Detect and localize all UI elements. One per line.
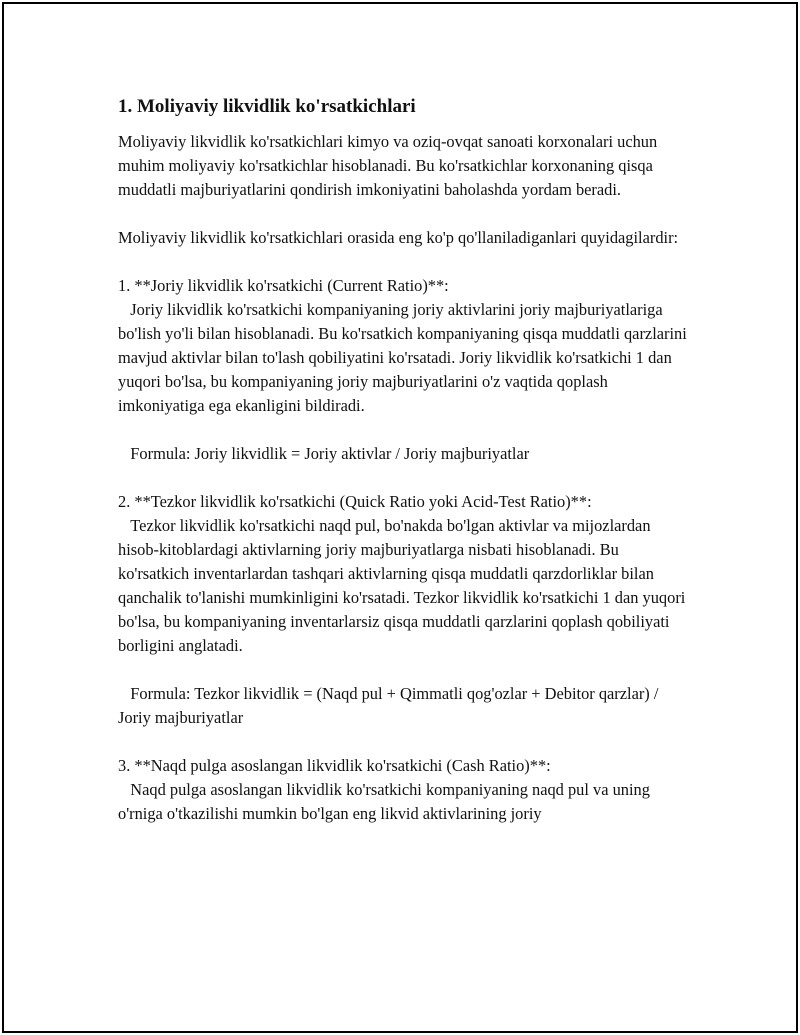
list-item-formula: Formula: Joriy likvidlik = Joriy aktivlar / Joriy majburiyatlar: [118, 444, 530, 463]
paragraph-gap: [118, 418, 688, 442]
list-item-body: Naqd pulga asoslangan likvidlik ko'rsatkichi kompaniyaning naqd pul va uning o'rniga o'tkazilishi mumkin bo'lgan eng likvid aktivlarining joriy: [118, 780, 655, 823]
intro-paragraph: Moliyaviy likvidlik ko'rsatkichlari kimyo va oziq-ovqat sanoati korxonalari uchun muhim moliyaviy ko'rsatkichlar hisoblanadi. Bu ko'rsatkichlar korxonaning qisqa muddatli majburiyatlarini qondirish imkoniyatini baholashda yordam beradi.: [118, 132, 662, 199]
paragraph-gap: [118, 202, 688, 226]
document-body: [118, 94, 691, 826]
list-item: [118, 274, 691, 466]
list-item-title: 1. **Joriy likvidlik ko'rsatkichi (Current Ratio)**:: [118, 276, 449, 295]
list-item: [118, 754, 688, 826]
list-item-body: Joriy likvidlik ko'rsatkichi kompaniyaning joriy aktivlarini joriy majburiyatlariga bo'lish yo'li bilan hisoblanadi. Bu ko'rsatkich kompaniyaning qisqa muddatli qarzlarini mavjud aktivlar bilan to'lash qobiliyatini ko'rsatadi. Joriy likvidlik ko'rsatkichi 1 dan yuqori bo'lsa, bu kompaniyaning joriy majburiyatlarini o'z vaqtida qoplash imkoniyatiga ega ekanligini bildiradi.: [118, 300, 691, 415]
list-item: [118, 490, 688, 730]
paragraph-gap: [118, 250, 688, 274]
list-item-title: 2. **Tezkor likvidlik ko'rsatkichi (Quick Ratio yoki Acid-Test Ratio)**:: [118, 492, 592, 511]
section-heading: 1. Moliyaviy likvidlik ko'rsatkichlari: [118, 96, 416, 117]
paragraph-gap: [118, 730, 688, 754]
list-intro-paragraph: Moliyaviy likvidlik ko'rsatkichlari orasida eng ko'p qo'llaniladiganlari quyidagilardir:: [118, 228, 679, 247]
list-item-formula: Formula: Tezkor likvidlik = (Naqd pul + Qimmatli qog'ozlar + Debitor qarzlar) / Joriy majburiyatlar: [118, 684, 663, 727]
paragraph-gap: [118, 658, 688, 682]
list-item-body: Tezkor likvidlik ko'rsatkichi naqd pul, bo'nakda bo'lgan aktivlar va mijozlardan hisob-kitoblardagi aktivlarning joriy majburiyatlarga nisbati hisoblanadi. Bu ko'rsatkich inventarlardan tashqari aktivlarning qisqa muddatli qarzdorliklar bilan qanchalik to'lanishi mumkinligini ko'rsatadi. Tezkor likvidlik ko'rsatkichi 1 dan yuqori bo'lsa, bu kompaniyaning inventarlarsiz qisqa muddatli qarzlarini qoplash qobiliyati borligini anglatadi.: [118, 516, 690, 655]
list-item-title: 3. **Naqd pulga asoslangan likvidlik ko'rsatkichi (Cash Ratio)**:: [118, 756, 551, 775]
paragraph-gap: [118, 466, 688, 490]
